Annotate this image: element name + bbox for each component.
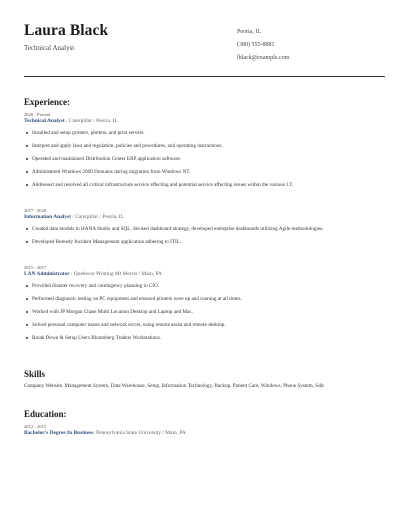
job-entry — [24, 265, 386, 341]
job-bullet-list — [24, 283, 386, 341]
education-school: Pennsylvania State University / Main, PA — [96, 430, 186, 436]
job-separator: / — [70, 214, 76, 220]
list-item: Created data models in HANA Studio and SQL, devised dashboard strategy, developed enterprise dashboards utilizing Agile methodologies. — [24, 226, 386, 232]
job-organization: Quebecor Printing Mt Morris / Main, PA — [73, 271, 162, 277]
list-item: Performed diagnostic testing on PC equipment and ensured printers were up and running at all times. — [24, 296, 386, 302]
education-entry — [24, 424, 386, 437]
education-line — [24, 430, 386, 437]
job-separator: / — [69, 271, 74, 277]
job-separator: / — [64, 118, 69, 124]
job-title-line — [24, 271, 386, 278]
skills-heading: Skills — [24, 369, 46, 379]
contact-email: lblack@example.com — [237, 55, 290, 61]
contact-location: Peoria, IL — [237, 29, 261, 35]
job-bullet-list — [24, 130, 386, 188]
education-degree: Bachelor's Degree In Business — [24, 430, 94, 436]
job-dates: 2015 - 2017 — [24, 265, 47, 270]
job-dates: 2017 - 2020 — [24, 208, 47, 213]
education-dates: 2012 - 2015 — [24, 424, 47, 429]
job-role: Technical Analyst — [24, 118, 65, 124]
job-organization: Caterpillar / Peoria, IL — [68, 118, 118, 124]
header-divider — [24, 76, 385, 77]
experience-heading: Experience: — [24, 97, 70, 107]
job-title-line — [24, 214, 386, 221]
list-item: Operated and maintained Distribution Center ERP application software. — [24, 156, 386, 162]
candidate-title: Technical Analyst — [24, 44, 75, 52]
list-item: Break Down & Setup Users Bloomberg Traders Workstations. — [24, 335, 386, 341]
job-bullet-list — [24, 226, 386, 245]
job-organization: Caterpillar / Peoria, IL — [75, 214, 124, 220]
skills-list: Company Website, Management System, Data Warehouse, Setup, Information Technology, Backup, Patient Care, Windows, Phone System, Sdlc — [24, 383, 325, 389]
list-item: Installed and setup printers, plotters, and print servers. — [24, 130, 386, 136]
job-role: Information Analyst — [24, 214, 71, 220]
job-entry — [24, 112, 386, 188]
list-item: Provided disaster recovery and contingency planning to CIO. — [24, 283, 386, 289]
list-item: Addressed and resolved all critical infrastructure service affecting and potential service affecting issues within the various I.T. — [24, 182, 386, 188]
contact-phone: (380) 555-8881 — [237, 42, 275, 48]
list-item: Interpret and apply laws and regulation, policies and procedures, and operating instructions. — [24, 143, 386, 149]
candidate-name: Laura Black — [24, 22, 109, 39]
education-separator: / — [93, 430, 97, 436]
job-title-line — [24, 118, 386, 125]
list-item: Solved personal computer issues and network errors, using remote assist and remote desktop. — [24, 322, 386, 328]
job-dates: 2020 - Present — [24, 112, 51, 117]
list-item: Developed Remedy Incident Management application adhering to ITIL. — [24, 239, 386, 245]
education-heading: Education: — [24, 409, 67, 419]
job-role: LAN Administrator — [24, 271, 70, 277]
list-item: Worked with JP Morgan Chase Multi Location Desktop and Laptop and Mac. — [24, 309, 386, 315]
job-entry — [24, 208, 386, 245]
list-item: Administered Windows 2000 Domains during migration from Windows NT. — [24, 169, 386, 175]
